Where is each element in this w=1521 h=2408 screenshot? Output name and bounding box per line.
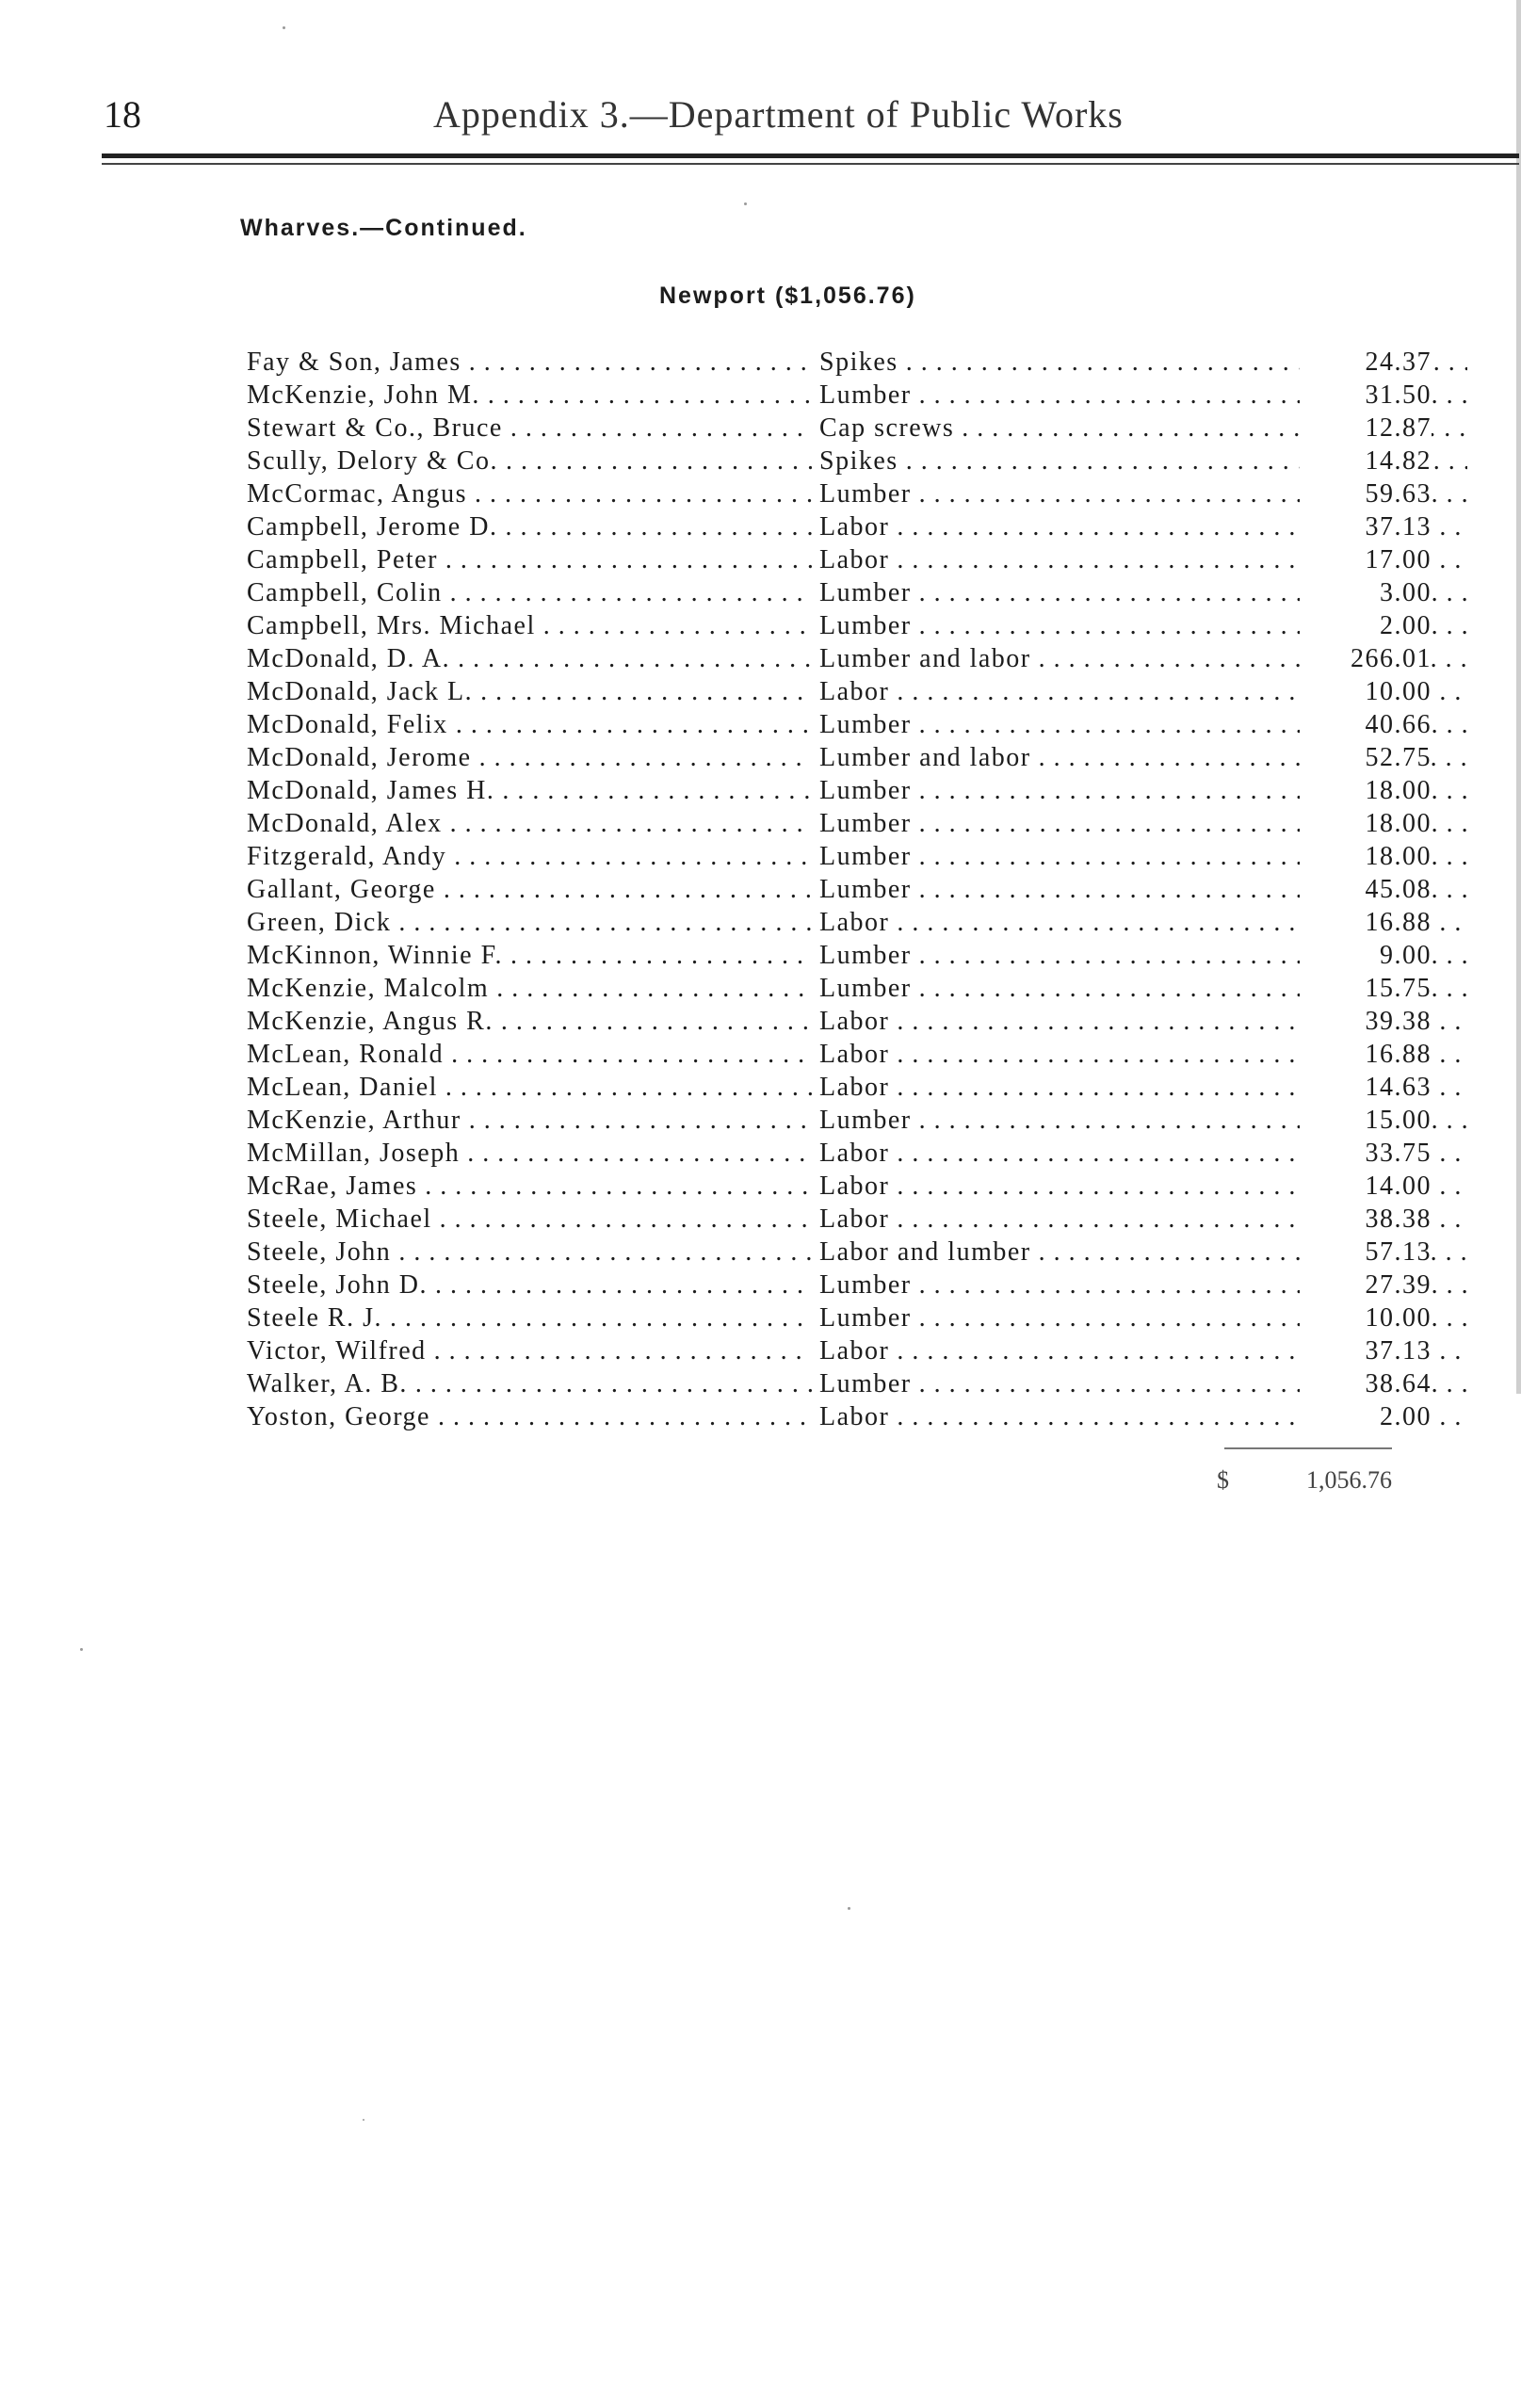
total-amount: 1,056.76 bbox=[1306, 1466, 1392, 1494]
page-edge-shadow bbox=[1516, 0, 1521, 1394]
item-description: Labor . . . bbox=[819, 510, 1467, 543]
payee-name: McCormac, Angus . . . bbox=[247, 477, 812, 510]
item-description: Lumber . . . bbox=[819, 1269, 1467, 1301]
amount: 266.01 bbox=[1300, 642, 1432, 675]
paper-speck bbox=[363, 2119, 364, 2121]
ledger-row bbox=[247, 1334, 1432, 1367]
amount: 2.00 bbox=[1300, 1400, 1432, 1433]
ledger-row bbox=[247, 444, 1432, 477]
header-rule-thin bbox=[102, 163, 1519, 165]
item-description: Labor . . . bbox=[819, 1137, 1467, 1170]
ledger-row bbox=[247, 906, 1432, 939]
item-description: Labor and lumber . . . bbox=[819, 1236, 1467, 1269]
item-description: Labor . . . bbox=[819, 1038, 1467, 1071]
item-description: Lumber . . . bbox=[819, 972, 1467, 1005]
amount: 24.37 bbox=[1300, 346, 1432, 379]
ledger-row bbox=[247, 1400, 1432, 1433]
amount: 40.66 bbox=[1300, 708, 1432, 741]
ledger-list bbox=[247, 346, 1432, 1433]
ledger-row bbox=[247, 972, 1432, 1005]
payee-name: Green, Dick . . . bbox=[247, 906, 812, 939]
item-description: Spikes . . . bbox=[819, 444, 1467, 477]
ledger-row bbox=[247, 346, 1432, 379]
amount: 45.08 bbox=[1300, 873, 1432, 906]
ledger-row bbox=[247, 510, 1432, 543]
amount: 37.13 bbox=[1300, 510, 1432, 543]
ledger-row bbox=[247, 774, 1432, 807]
amount: 10.00 bbox=[1300, 675, 1432, 708]
ledger-row bbox=[247, 477, 1432, 510]
payee-name: Scully, Delory & Co. . . . bbox=[247, 444, 812, 477]
amount: 31.50 bbox=[1300, 379, 1432, 412]
payee-name: McDonald, Jerome . . . bbox=[247, 741, 812, 774]
amount: 18.00 bbox=[1300, 807, 1432, 840]
amount: 37.13 bbox=[1300, 1334, 1432, 1367]
item-description: Lumber . . . bbox=[819, 873, 1467, 906]
payee-name: Fitzgerald, Andy . . . bbox=[247, 840, 812, 873]
ledger-row bbox=[247, 675, 1432, 708]
ledger-row bbox=[247, 642, 1432, 675]
ledger-row bbox=[247, 1269, 1432, 1301]
amount: 39.38 bbox=[1300, 1005, 1432, 1038]
item-description: Lumber . . . bbox=[819, 1104, 1467, 1137]
ledger-row bbox=[247, 609, 1432, 642]
amount: 38.38 bbox=[1300, 1203, 1432, 1236]
ledger-row bbox=[247, 1104, 1432, 1137]
payee-name: Campbell, Mrs. Michael . . . bbox=[247, 609, 812, 642]
amount: 57.13 bbox=[1300, 1236, 1432, 1269]
ledger-row bbox=[247, 1236, 1432, 1269]
ledger-row bbox=[247, 708, 1432, 741]
payee-name: Steele, John D. . . . bbox=[247, 1269, 812, 1301]
item-description: Labor . . . bbox=[819, 1071, 1467, 1104]
amount: 18.00 bbox=[1300, 774, 1432, 807]
item-description: Lumber . . . bbox=[819, 774, 1467, 807]
amount: 16.88 bbox=[1300, 906, 1432, 939]
payee-name: McKenzie, Arthur . . . bbox=[247, 1104, 812, 1137]
ledger-row bbox=[247, 379, 1432, 412]
item-description: Lumber and labor . . . bbox=[819, 741, 1467, 774]
subheading: Newport ($1,056.76) bbox=[659, 283, 916, 309]
payee-name: McMillan, Joseph . . . bbox=[247, 1137, 812, 1170]
item-description: Lumber . . . bbox=[819, 477, 1467, 510]
payee-name: Campbell, Peter . . . bbox=[247, 543, 812, 576]
payee-name: Walker, A. B. . . . bbox=[247, 1367, 812, 1400]
payee-name: McDonald, James H. . . . bbox=[247, 774, 812, 807]
item-description: Lumber and labor . . . bbox=[819, 642, 1467, 675]
item-description: Cap screws . . . bbox=[819, 412, 1467, 444]
item-description: Labor . . . bbox=[819, 675, 1467, 708]
payee-name: Yoston, George . . . bbox=[247, 1400, 812, 1433]
amount: 52.75 bbox=[1300, 741, 1432, 774]
item-description: Lumber . . . bbox=[819, 379, 1467, 412]
payee-name: Gallant, George . . . bbox=[247, 873, 812, 906]
total-currency: $ bbox=[1217, 1466, 1229, 1494]
item-description: Labor . . . bbox=[819, 1170, 1467, 1203]
payee-name: Steele, John . . . bbox=[247, 1236, 812, 1269]
amount: 15.75 bbox=[1300, 972, 1432, 1005]
item-description: Labor . . . bbox=[819, 906, 1467, 939]
section-heading: Wharves.—Continued. bbox=[240, 215, 527, 241]
paper-speck bbox=[848, 1907, 850, 1910]
amount: 16.88 bbox=[1300, 1038, 1432, 1071]
payee-name: McKinnon, Winnie F. . . . bbox=[247, 939, 812, 972]
payee-name: Steele R. J. . . . bbox=[247, 1301, 812, 1334]
ledger-row bbox=[247, 1367, 1432, 1400]
ledger-row bbox=[247, 1301, 1432, 1334]
payee-name: Steele, Michael . . . bbox=[247, 1203, 812, 1236]
ledger-row bbox=[247, 741, 1432, 774]
amount: 10.00 bbox=[1300, 1301, 1432, 1334]
amount: 33.75 bbox=[1300, 1137, 1432, 1170]
item-description: Labor . . . bbox=[819, 1203, 1467, 1236]
paper-speck bbox=[744, 202, 747, 205]
payee-name: Campbell, Colin . . . bbox=[247, 576, 812, 609]
amount: 15.00 bbox=[1300, 1104, 1432, 1137]
item-description: Lumber . . . bbox=[819, 840, 1467, 873]
payee-name: McKenzie, John M. . . . bbox=[247, 379, 812, 412]
amount: 3.00 bbox=[1300, 576, 1432, 609]
amount: 14.82 bbox=[1300, 444, 1432, 477]
amount: 59.63 bbox=[1300, 477, 1432, 510]
item-description: Lumber . . . bbox=[819, 708, 1467, 741]
payee-name: Fay & Son, James . . . bbox=[247, 346, 812, 379]
payee-name: McKenzie, Malcolm . . . bbox=[247, 972, 812, 1005]
paper-speck bbox=[80, 1648, 83, 1651]
item-description: Labor . . . bbox=[819, 1400, 1467, 1433]
item-description: Spikes . . . bbox=[819, 346, 1467, 379]
amount: 14.00 bbox=[1300, 1170, 1432, 1203]
payee-name: Campbell, Jerome D. . . . bbox=[247, 510, 812, 543]
ledger-row bbox=[247, 1137, 1432, 1170]
payee-name: Stewart & Co., Bruce . . . bbox=[247, 412, 812, 444]
item-description: Labor . . . bbox=[819, 1334, 1467, 1367]
item-description: Lumber . . . bbox=[819, 807, 1467, 840]
payee-name: Victor, Wilfred . . . bbox=[247, 1334, 812, 1367]
payee-name: McRae, James . . . bbox=[247, 1170, 812, 1203]
amount: 9.00 bbox=[1300, 939, 1432, 972]
ledger-row bbox=[247, 807, 1432, 840]
amount: 27.39 bbox=[1300, 1269, 1432, 1301]
item-description: Labor . . . bbox=[819, 543, 1467, 576]
amount: 12.87 bbox=[1300, 412, 1432, 444]
payee-name: McDonald, Felix . . . bbox=[247, 708, 812, 741]
payee-name: McDonald, D. A. . . . bbox=[247, 642, 812, 675]
paper-speck bbox=[283, 26, 285, 29]
ledger-row bbox=[247, 873, 1432, 906]
amount: 17.00 bbox=[1300, 543, 1432, 576]
item-description: Lumber . . . bbox=[819, 576, 1467, 609]
ledger-row bbox=[247, 412, 1432, 444]
item-description: Lumber . . . bbox=[819, 609, 1467, 642]
ledger-row bbox=[247, 939, 1432, 972]
payee-name: McLean, Ronald . . . bbox=[247, 1038, 812, 1071]
running-title: Appendix 3.—Department of Public Works bbox=[433, 93, 1124, 136]
payee-name: McDonald, Alex . . . bbox=[247, 807, 812, 840]
ledger-row bbox=[247, 1203, 1432, 1236]
item-description: Lumber . . . bbox=[819, 939, 1467, 972]
ledger-row bbox=[247, 543, 1432, 576]
amount: 18.00 bbox=[1300, 840, 1432, 873]
page-number: 18 bbox=[104, 93, 141, 136]
ledger-row bbox=[247, 1005, 1432, 1038]
ledger-row bbox=[247, 1071, 1432, 1104]
item-description: Labor . . . bbox=[819, 1005, 1467, 1038]
item-description: Lumber . . . bbox=[819, 1301, 1467, 1334]
amount: 14.63 bbox=[1300, 1071, 1432, 1104]
payee-name: McKenzie, Angus R. . . . bbox=[247, 1005, 812, 1038]
amount: 2.00 bbox=[1300, 609, 1432, 642]
payee-name: McLean, Daniel . . . bbox=[247, 1071, 812, 1104]
amount: 38.64 bbox=[1300, 1367, 1432, 1400]
ledger-row bbox=[247, 840, 1432, 873]
total-rule bbox=[1224, 1447, 1392, 1449]
payee-name: McDonald, Jack L. . . . bbox=[247, 675, 812, 708]
ledger-row bbox=[247, 1170, 1432, 1203]
ledger-row bbox=[247, 1038, 1432, 1071]
item-description: Lumber . . . bbox=[819, 1367, 1467, 1400]
ledger-row bbox=[247, 576, 1432, 609]
header-rule-thick bbox=[102, 154, 1519, 158]
